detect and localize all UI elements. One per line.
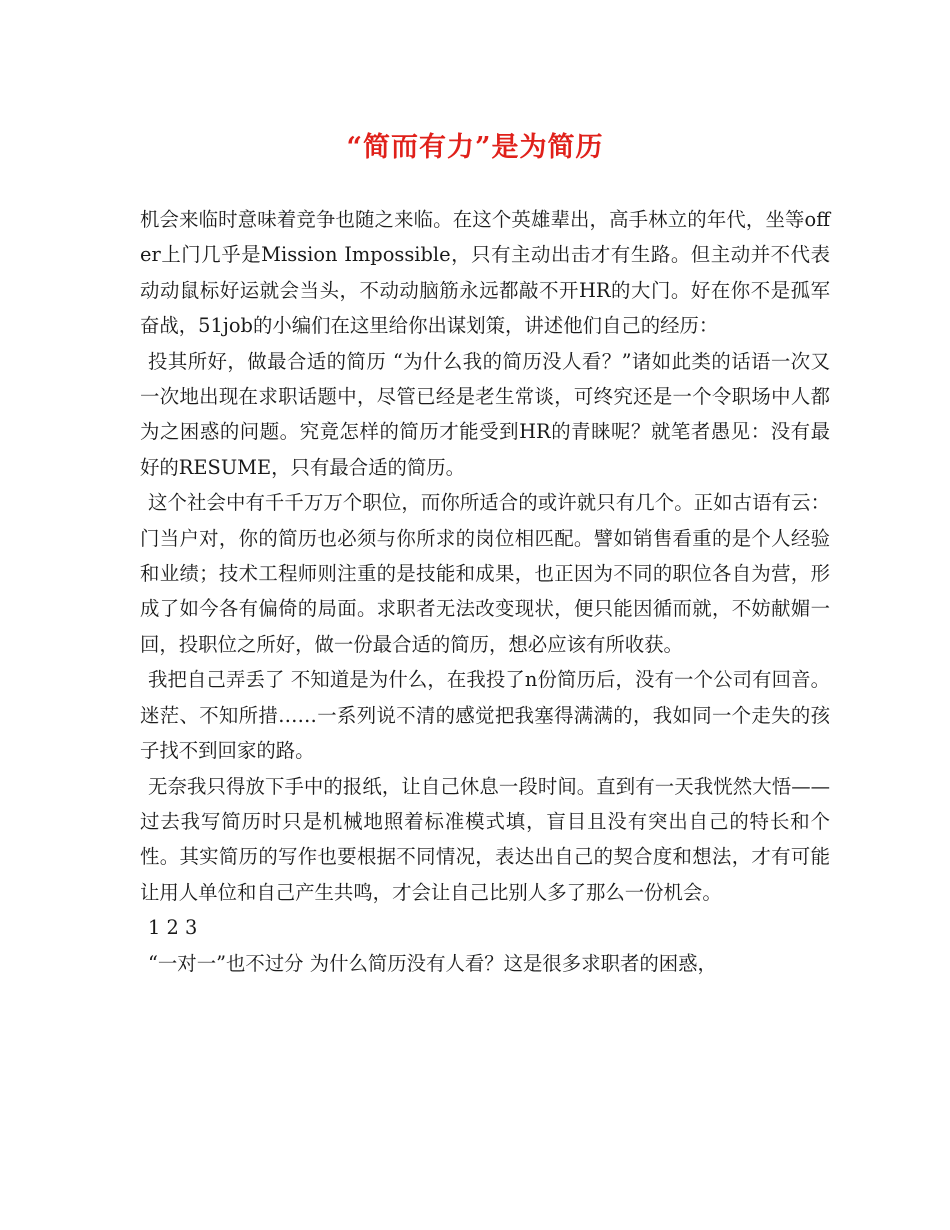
paragraph-realization: 无奈我只得放下手中的报纸，让自己休息一段时间。直到有一天我恍然大悟——过去我写简历时只是机械地照着标准模式填，盲目且没有突出自己的特长和个性。其实简历的写作也要根据不同情况，表达出自己的契合度和想法，才有可能让用人单位和自己产生共鸣，才会让自己比别人多了那么一份机会。 xyxy=(140,774,830,904)
document-title: “简而有力”是为简历 xyxy=(346,132,604,163)
paragraph-best-fit-resume: 投其所好，做最合适的简历 “为什么我的简历没人看？”诸如此类的话语一次又一次地出现在求职话题中，尽管已经是老生常谈，可终究还是一个令职场中人都为之困惑的问题。究竟怎样的简历才能受到HR的青睐呢？就笔者愚见：没有最好的RESUME，只有最合适的简历。 xyxy=(140,349,830,479)
page-numbers: 1 2 3 xyxy=(148,916,198,940)
paragraph-intro: 机会来临时意味着竞争也随之来临。在这个英雄辈出，高手林立的年代，坐等offer上门几乎是Mission Impossible，只有主动出击才有生路。但主动并不代表动动鼠标好运就会当头，不动动脑筋永远都敲不开HR的大门。好在你不是孤军奋战，51job的小编们在这里给你出谋划策，讲述他们自己的经历： xyxy=(140,208,830,338)
paragraph-one-to-one: “一对一”也不过分 为什么简历没有人看？这是很多求职者的困惑， xyxy=(148,951,717,975)
paragraph-lost-myself: 我把自己弄丢了 不知道是为什么，在我投了n份简历后，没有一个公司有回音。迷茫、不知所措……一系列说不清的感觉把我塞得满满的，我如同一个走失的孩子找不到回家的路。 xyxy=(140,668,830,763)
document-body xyxy=(140,202,830,981)
paragraph-match-position: 这个社会中有千千万万个职位，而你所适合的或许就只有几个。正如古语有云：门当户对，你的简历也必须与你所求的岗位相匹配。譬如销售看重的是个人经验和业绩；技术工程师则注重的是技能和成果，也正因为不同的职位各自为营，形成了如今各有偏倚的局面。求职者无法改变现状，便只能因循而就，不妨献媚一回，投职位之所好，做一份最合适的简历，想必应该有所收获。 xyxy=(140,491,830,656)
